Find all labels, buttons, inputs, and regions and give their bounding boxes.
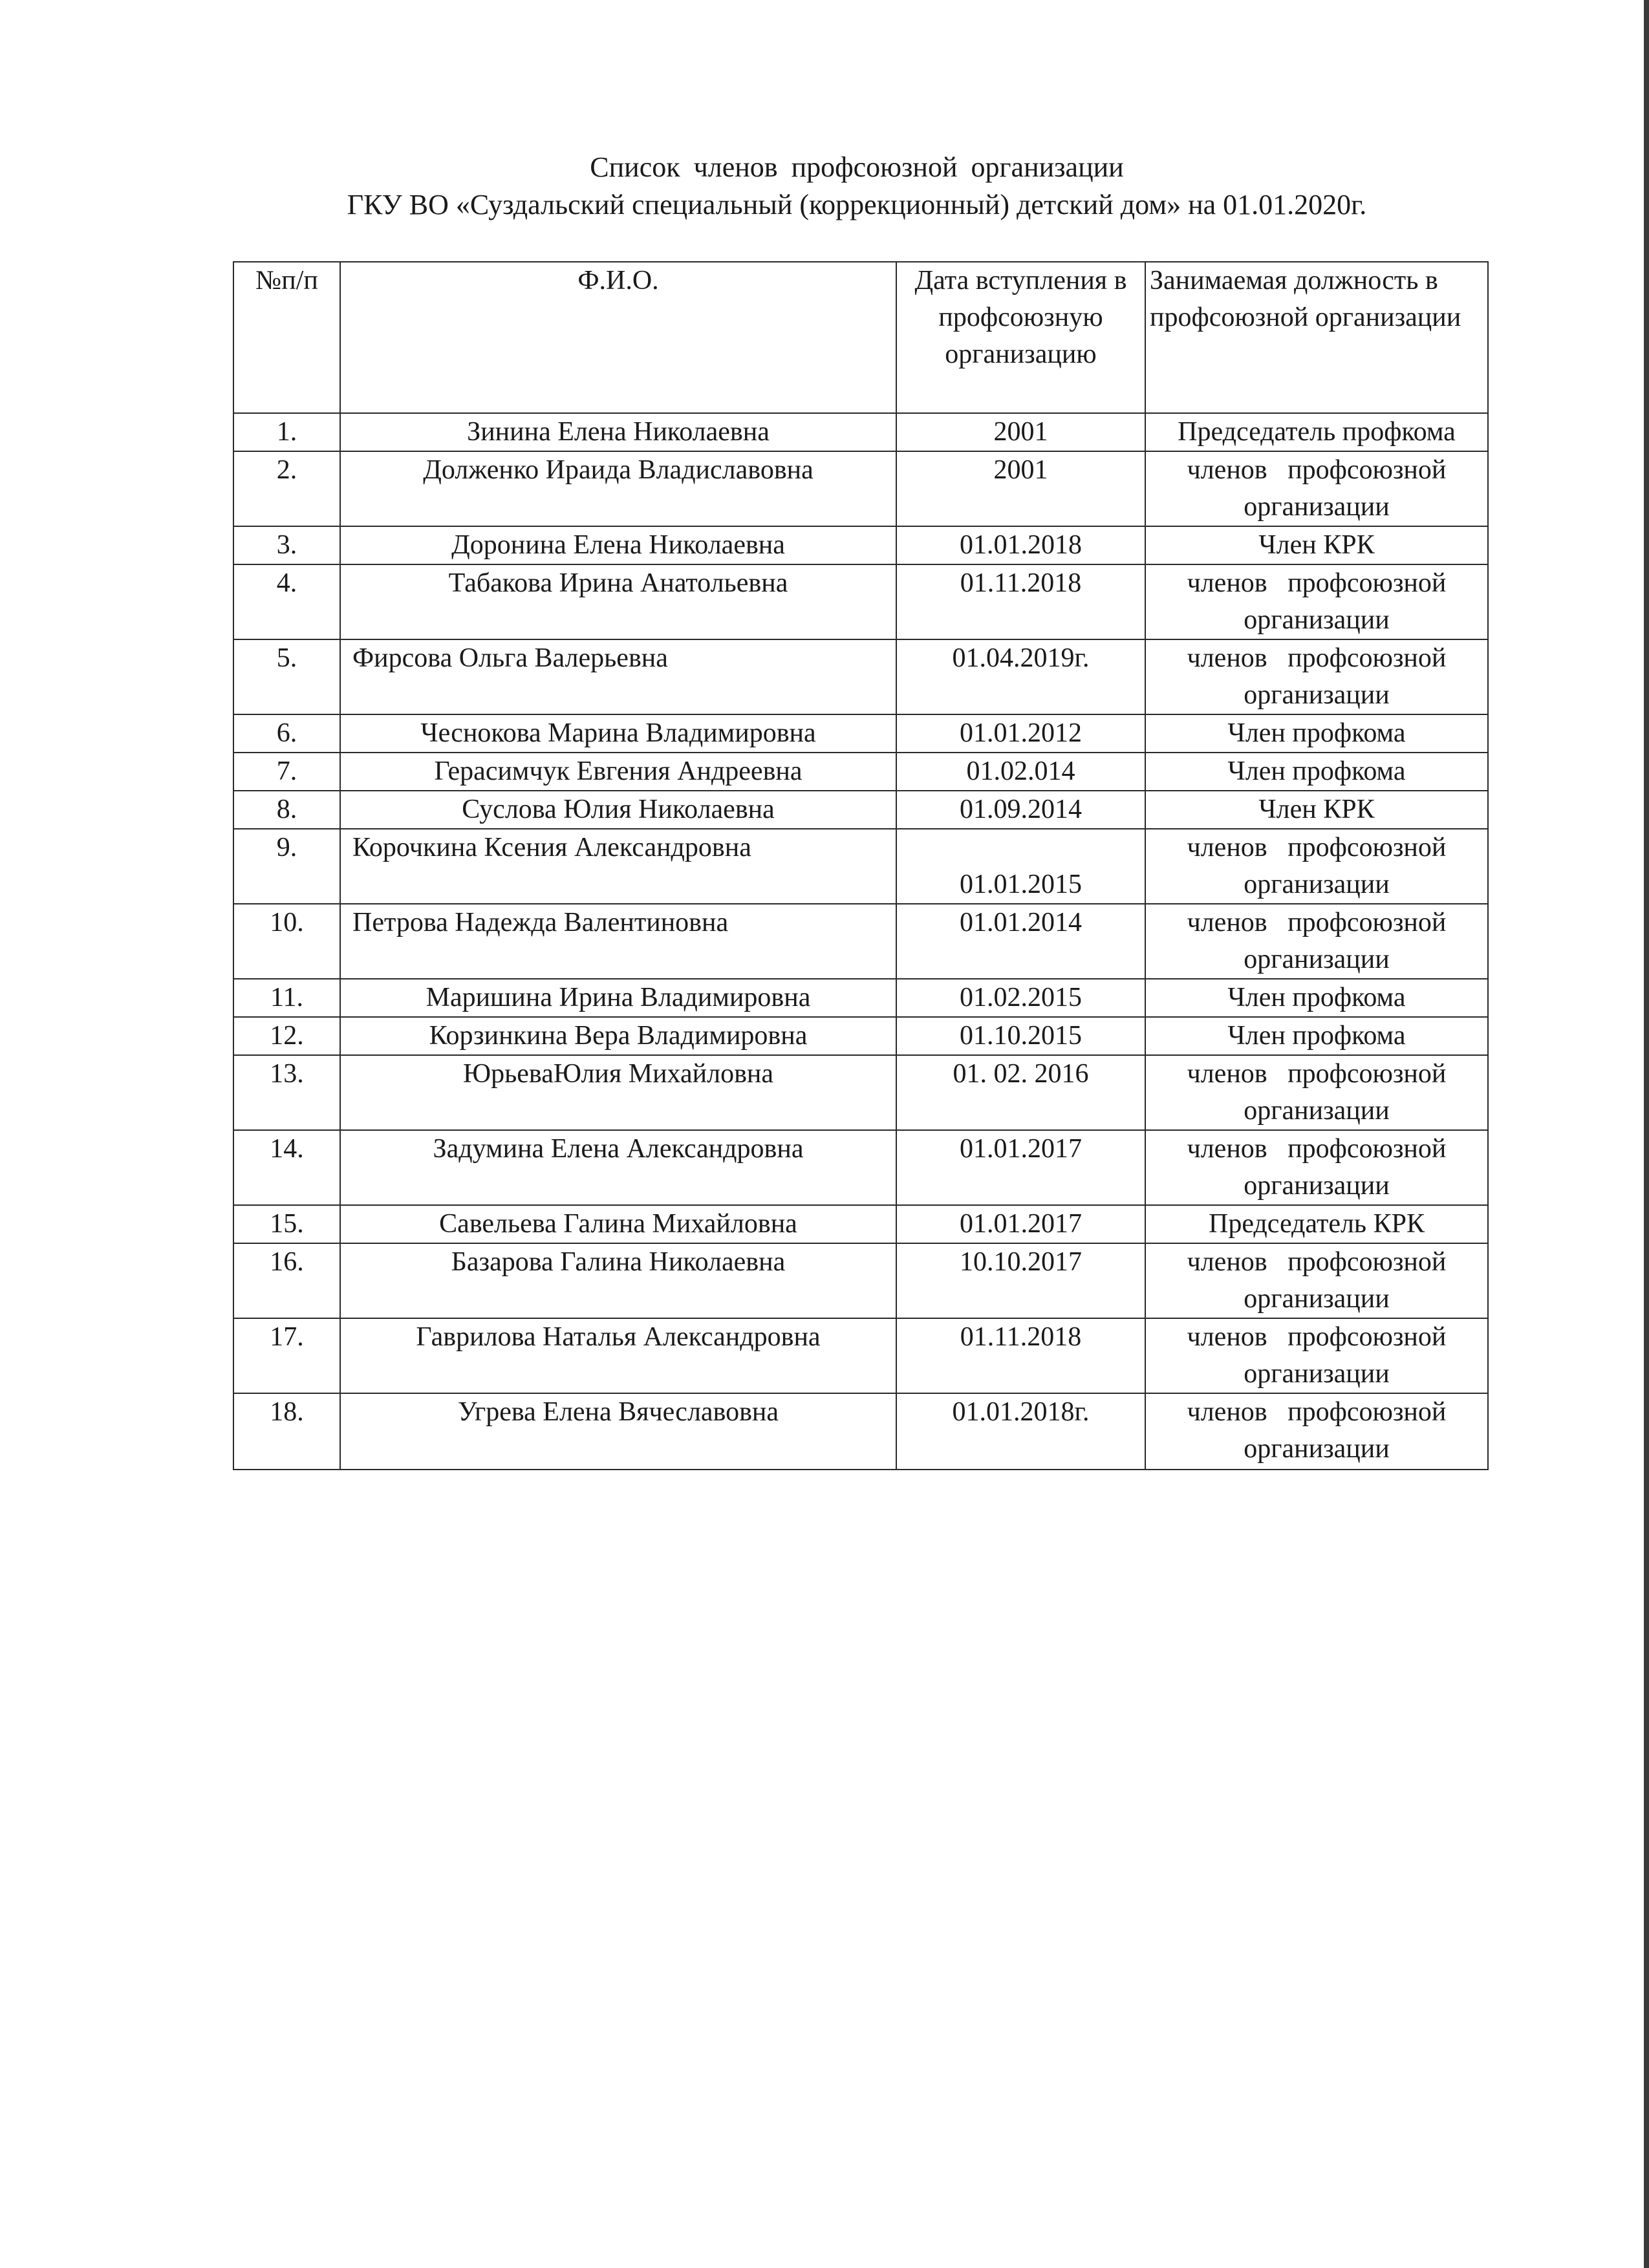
join-date: 01.02.2015: [896, 979, 1145, 1017]
member-position: Председатель профкома: [1145, 413, 1488, 451]
member-position: членов профсоюзной организации: [1145, 451, 1488, 526]
table-row: [233, 413, 1488, 451]
join-date: 01.11.2018: [896, 564, 1145, 639]
table-header-row: [233, 262, 1488, 413]
row-number: 7.: [233, 753, 340, 791]
row-number: 3.: [233, 526, 340, 564]
member-name: Базарова Галина Николаевна: [340, 1243, 896, 1318]
member-position: членов профсоюзной организации: [1145, 829, 1488, 904]
member-position: Член профкома: [1145, 714, 1488, 753]
member-position: Председатель КРК: [1145, 1205, 1488, 1243]
join-date: 10.10.2017: [896, 1243, 1145, 1318]
table-row: [233, 1055, 1488, 1130]
table-row: [233, 904, 1488, 979]
row-number: 4.: [233, 564, 340, 639]
table-row: [233, 1318, 1488, 1393]
member-position: Член КРК: [1145, 791, 1488, 829]
join-date: 01.01.2017: [896, 1130, 1145, 1205]
header-number: №п/п: [233, 262, 340, 413]
table-row: [233, 753, 1488, 791]
member-name: Петрова Надежда Валентиновна: [340, 904, 896, 979]
row-number: 6.: [233, 714, 340, 753]
row-number: 15.: [233, 1205, 340, 1243]
member-name: Фирсова Ольга Валерьевна: [340, 639, 896, 714]
member-name: Задумина Елена Александровна: [340, 1130, 896, 1205]
join-date: 01.01.2018: [896, 526, 1145, 564]
member-name: Маришина Ирина Владимировна: [340, 979, 896, 1017]
member-name: Зинина Елена Николаевна: [340, 413, 896, 451]
member-name: Суслова Юлия Николаевна: [340, 791, 896, 829]
table-row: [233, 1130, 1488, 1205]
member-position: членов профсоюзной организации: [1145, 904, 1488, 979]
table-row: [233, 714, 1488, 753]
row-number: 13.: [233, 1055, 340, 1130]
member-name: Герасимчук Евгения Андреевна: [340, 753, 896, 791]
row-number: 9.: [233, 829, 340, 904]
title-line-2: ГКУ ВО «Суздальский специальный (коррекционный) детский дом» на 01.01.2020г.: [347, 189, 1367, 220]
table-row: [233, 791, 1488, 829]
member-name: Чеснокова Марина Владимировна: [340, 714, 896, 753]
row-number: 5.: [233, 639, 340, 714]
table-row: [233, 526, 1488, 564]
join-date: 01. 02. 2016: [896, 1055, 1145, 1130]
member-name: Корзинкина Вера Владимировна: [340, 1017, 896, 1055]
row-number: 10.: [233, 904, 340, 979]
member-position: членов профсоюзной организации: [1145, 1243, 1488, 1318]
join-date: 01.01.2018г.: [896, 1393, 1145, 1470]
join-date: 2001: [896, 413, 1145, 451]
member-position: Член КРК: [1145, 526, 1488, 564]
join-date: 01.02.014: [896, 753, 1145, 791]
member-position: Член профкома: [1145, 1017, 1488, 1055]
member-name: Савельева Галина Михайловна: [340, 1205, 896, 1243]
member-name: ЮрьеваЮлия Михайловна: [340, 1055, 896, 1130]
member-name: Гаврилова Наталья Александровна: [340, 1318, 896, 1393]
join-date: 01.10.2015: [896, 1017, 1145, 1055]
member-position: членов профсоюзной организации: [1145, 1055, 1488, 1130]
row-number: 1.: [233, 413, 340, 451]
row-number: 17.: [233, 1318, 340, 1393]
scan-edge: [1644, 0, 1649, 2268]
table-row: [233, 1205, 1488, 1243]
member-name: Корочкина Ксения Александровна: [340, 829, 896, 904]
member-name: Угрева Елена Вячеславовна: [340, 1393, 896, 1470]
row-number: 18.: [233, 1393, 340, 1470]
row-number: 8.: [233, 791, 340, 829]
member-name: Табакова Ирина Анатольевна: [340, 564, 896, 639]
join-date: 01.04.2019г.: [896, 639, 1145, 714]
table-row: [233, 1393, 1488, 1470]
join-date: 01.11.2018: [896, 1318, 1145, 1393]
member-position: членов профсоюзной организации: [1145, 1393, 1488, 1470]
row-number: 11.: [233, 979, 340, 1017]
join-date: 01.01.2014: [896, 904, 1145, 979]
table-row: [233, 1243, 1488, 1318]
join-date: 01.09.2014: [896, 791, 1145, 829]
member-name: Долженко Ираида Владиславовна: [340, 451, 896, 526]
join-date: 2001: [896, 451, 1145, 526]
join-date: 01.01.2017: [896, 1205, 1145, 1243]
row-number: 16.: [233, 1243, 340, 1318]
table-row: [233, 1017, 1488, 1055]
member-name: Доронина Елена Николаевна: [340, 526, 896, 564]
table-row: [233, 564, 1488, 639]
member-position: членов профсоюзной организации: [1145, 1130, 1488, 1205]
member-position: членов профсоюзной организации: [1145, 639, 1488, 714]
header-name: Ф.И.О.: [340, 262, 896, 413]
header-join-date: Дата вступления в профсоюзную организацию: [896, 262, 1145, 413]
table-row: [233, 829, 1488, 904]
member-position: членов профсоюзной организации: [1145, 564, 1488, 639]
title-line-1: Список членов профсоюзной организации: [590, 151, 1124, 183]
member-position: Член профкома: [1145, 979, 1488, 1017]
header-position: Занимаемая должность в профсоюзной организации: [1145, 262, 1488, 413]
row-number: 2.: [233, 451, 340, 526]
row-number: 14.: [233, 1130, 340, 1205]
members-table: [233, 261, 1489, 1470]
table-row: [233, 639, 1488, 714]
row-number: 12.: [233, 1017, 340, 1055]
join-date: 01.01.2015: [896, 829, 1145, 904]
table-row: [233, 451, 1488, 526]
document-title: [0, 149, 1649, 224]
member-position: Член профкома: [1145, 753, 1488, 791]
join-date: 01.01.2012: [896, 714, 1145, 753]
table-row: [233, 979, 1488, 1017]
member-position: членов профсоюзной организации: [1145, 1318, 1488, 1393]
